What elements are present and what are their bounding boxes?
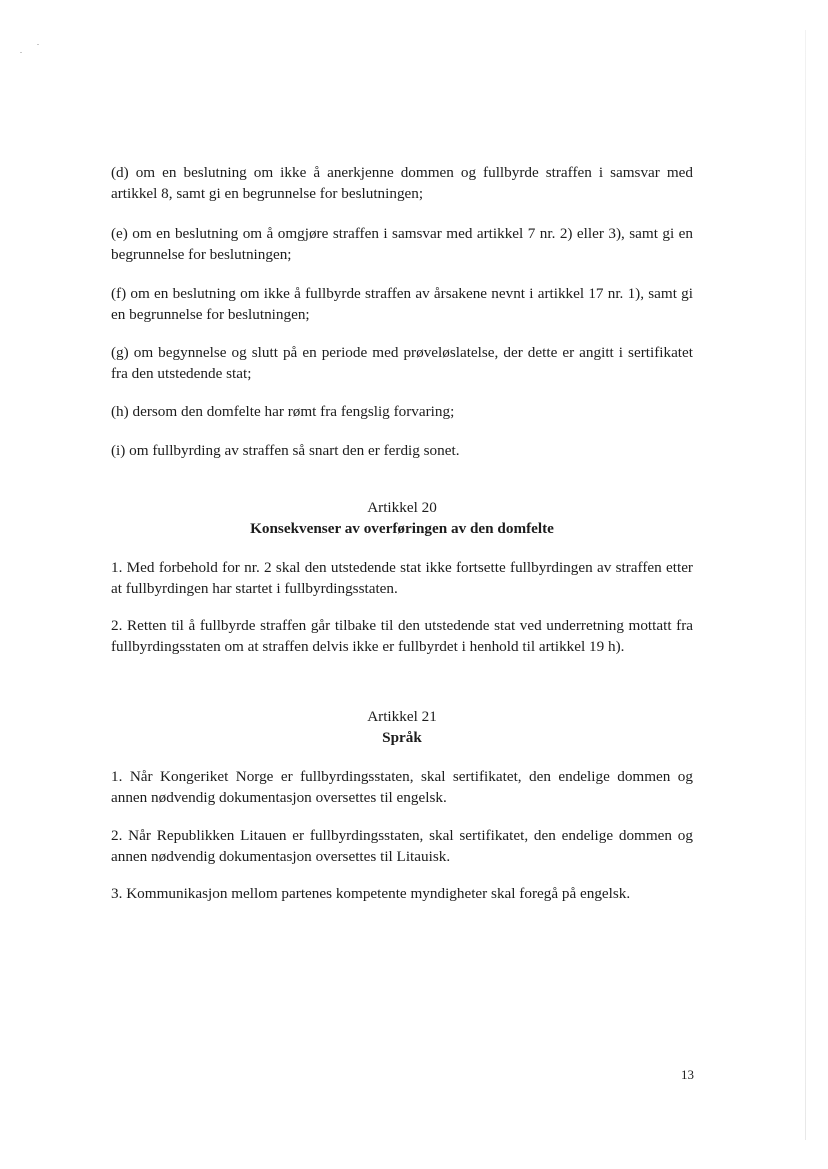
article-21-number: Artikkel 21 xyxy=(367,708,437,725)
item-e: (e) om en beslutning om å omgjøre straffen i samsvar med artikkel 7 nr. 2) eller 3), samt gi en begrunnelse for beslutningen; xyxy=(111,225,693,263)
article-20-number: Artikkel 20 xyxy=(367,499,437,516)
item-i: (i) om fullbyrding av straffen så snart den er ferdig sonet. xyxy=(111,442,460,459)
article-21-heading xyxy=(111,706,693,748)
article-20-title: Konsekvenser av overføringen av den domfelte xyxy=(250,520,554,537)
item-d: (d) om en beslutning om ikke å anerkjenne dommen og fullbyrde straffen i samsvar med artikkel 8, samt gi en begrunnelse for beslutningen; xyxy=(111,164,693,202)
item-h: (h) dersom den domfelte har rømt fra fengslig forvaring; xyxy=(111,403,455,420)
scan-edge-shadow xyxy=(805,30,806,1140)
item-f: (f) om en beslutning om ikke å fullbyrde straffen av årsakene nevnt i artikkel 17 nr. 1), samt gi en begrunnelse for beslutningen; xyxy=(111,285,693,323)
article-21-paragraph-2: 2. Når Republikken Litauen er fullbyrdingsstaten, skal sertifikatet, den endelige dommen og annen nødvendig dokumentasjon oversettes til Litauisk. xyxy=(111,827,693,865)
page-number: 13 xyxy=(681,1067,694,1082)
item-g: (g) om begynnelse og slutt på en periode med prøveløslatelse, der dette er angitt i sertifikatet fra den utstedende stat; xyxy=(111,344,693,382)
article-21-paragraph-1: 1. Når Kongeriket Norge er fullbyrdingsstaten, skal sertifikatet, den endelige dommen og annen nødvendig dokumentasjon oversettes til engelsk. xyxy=(111,768,693,806)
article-20-paragraph-1: 1. Med forbehold for nr. 2 skal den utstedende stat ikke fortsette fullbyrdingen av straffen etter at fullbyrdingen har startet i fullbyrdingsstaten. xyxy=(111,559,693,597)
scan-speck xyxy=(20,52,22,53)
scan-speck xyxy=(37,44,39,45)
article-20-heading xyxy=(111,497,693,539)
article-20-paragraph-2: 2. Retten til å fullbyrde straffen går tilbake til den utstedende stat ved underretning mottatt fra fullbyrdingsstaten om at straffen delvis ikke er fullbyrdet i henhold til artikkel 19 h). xyxy=(111,617,693,655)
article-21-paragraph-3: 3. Kommunikasjon mellom partenes kompetente myndigheter skal foregå på engelsk. xyxy=(111,885,631,902)
article-21-title: Språk xyxy=(382,729,422,746)
